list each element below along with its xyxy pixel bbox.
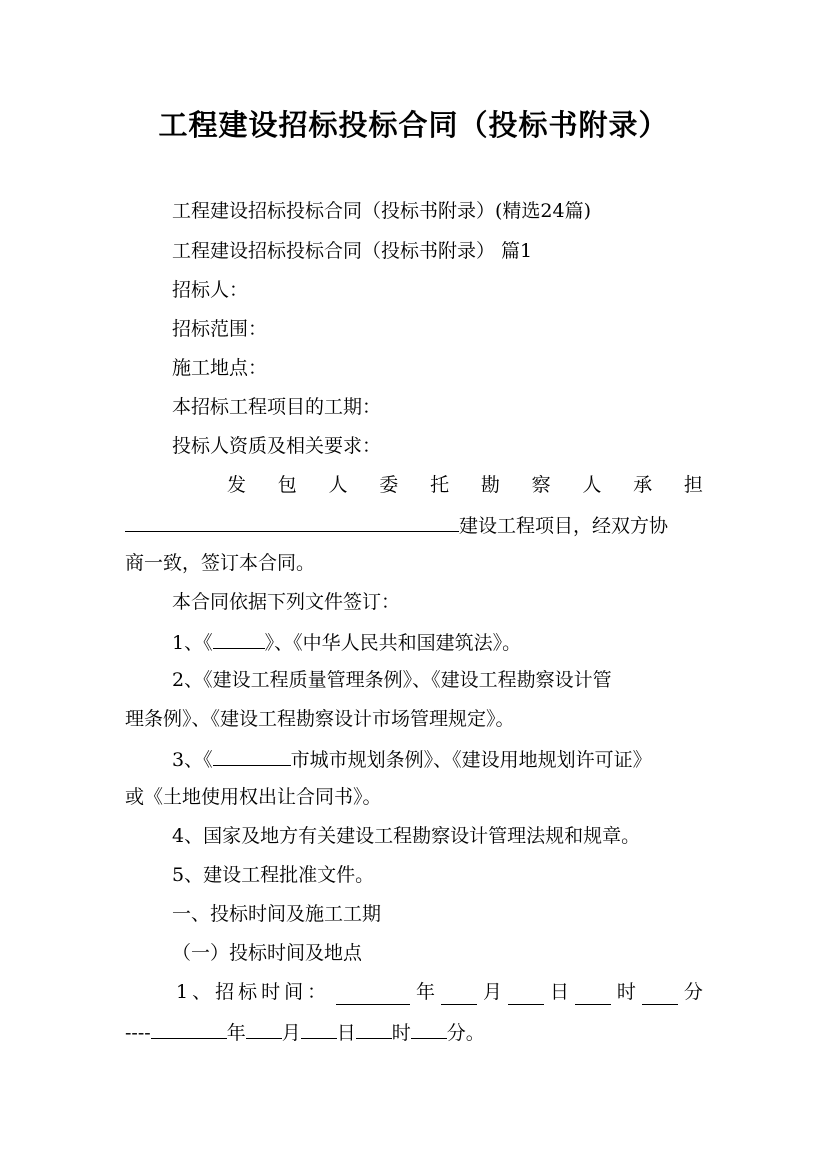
month-unit: 月 [482,981,502,1003]
fill-in-blank [301,1018,337,1039]
year-unit: 年 [226,1022,246,1044]
basis-item-1 [172,628,521,656]
fill-in-blank [246,1018,282,1039]
section-heading: 工程建设招标投标合同（投标书附录） 篇1 [172,240,533,262]
basis-item-2-cont: 理条例》、《建设工程勘察设计市场管理规定》。 [125,708,515,730]
fill-in-blank [125,511,459,532]
fill-in-blank [441,984,477,1005]
tender-time-line [176,979,703,1005]
project-duration-label: 本招标工程项目的工期： [172,396,382,418]
month-unit: 月 [281,1022,301,1044]
item-text: 》、《中华人民共和国建筑法》。 [264,632,522,654]
paragraph-line: 商一致，签订本合同。 [125,552,316,574]
tenderer-label: 招标人： [172,279,249,301]
fill-in-blank [213,745,291,766]
document-title: 工程建设招标投标合同（投标书附录） [158,108,669,142]
tender-time-label: 1、招标时间： [176,981,331,1003]
fill-in-blank [642,984,678,1005]
fill-in-blank [575,984,611,1005]
fill-in-blank [336,984,410,1005]
justified-char: 发 [227,474,247,496]
justified-char: 托 [430,474,450,496]
basis-item-3 [172,745,652,773]
paragraph-line-justified [227,472,703,498]
paragraph-line [125,511,668,539]
justified-char: 委 [379,474,399,496]
basis-item-2: 2、《建设工程质量管理条例》、《建设工程勘察设计管 [172,669,612,691]
basis-item-4: 4、国家及地方有关建设工程勘察设计管理法规和规章。 [172,825,641,847]
item-text: 市城市规划条例》、《建设用地规划许可证》 [290,749,652,771]
subsection-heading-1: （一）投标时间及地点 [172,942,363,964]
bidder-qualification-label: 投标人资质及相关要求： [172,435,382,457]
hour-unit: 时 [391,1022,411,1044]
justified-char: 人 [328,474,348,496]
item-text: 1、《 [172,632,213,654]
tender-scope-label: 招标范围： [172,318,268,340]
section-heading-1: 一、投标时间及施工工期 [172,903,382,925]
basis-item-3-cont: 或《土地使用权出让合同书》。 [125,786,382,808]
fill-in-blank [213,628,265,649]
item-text: 3、《 [172,749,213,771]
paragraph-text: 建设工程项目，经双方协 [459,515,669,537]
justified-char: 察 [531,474,551,496]
dash-text: ---- [125,1022,151,1044]
hour-unit: 时 [616,981,636,1003]
fill-in-blank [151,1018,227,1039]
minute-unit: 分 [683,981,703,1003]
basis-item-5: 5、建设工程批准文件。 [172,864,375,886]
subtitle-line: 工程建设招标投标合同（投标书附录）(精选24篇) [172,200,592,222]
justified-char: 包 [277,474,297,496]
fill-in-blank [411,1018,447,1039]
basis-heading: 本合同依据下列文件签订： [172,591,401,613]
justified-char: 人 [582,474,602,496]
minute-unit: 分。 [446,1022,485,1044]
fill-in-blank [508,984,544,1005]
construction-site-label: 施工地点： [172,357,268,379]
day-unit: 日 [549,981,569,1003]
justified-char: 承 [633,474,653,496]
justified-char: 担 [683,474,703,496]
year-unit: 年 [416,981,436,1003]
justified-char: 勘 [480,474,500,496]
tender-time-line-cont [125,1018,485,1046]
day-unit: 日 [336,1022,356,1044]
fill-in-blank [356,1018,392,1039]
